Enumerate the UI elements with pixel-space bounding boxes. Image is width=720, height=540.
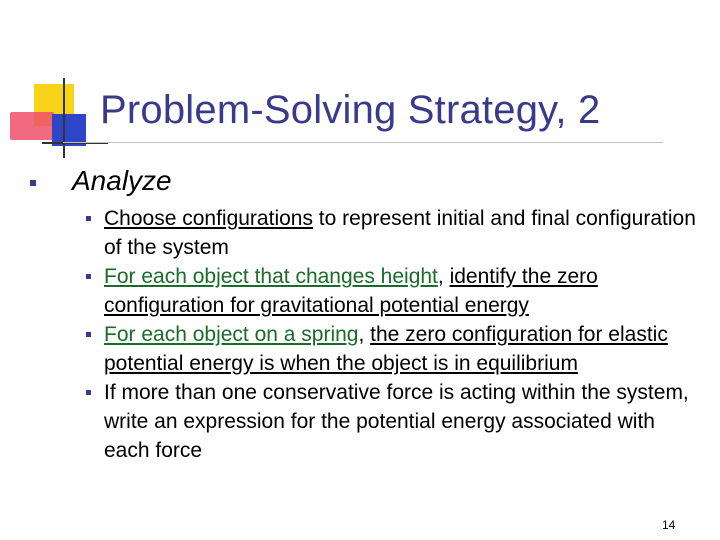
separator-text: , [437,265,450,288]
slide-title: Problem-Solving Strategy, 2 [100,88,601,132]
title-divider [63,142,663,143]
main-bullet-label: Analyze [72,165,172,196]
gravitational-zero-link[interactable]: identify the zero configuration for gravitational potential energy [104,265,598,317]
sub-bullet-text: to represent initial and final configuration of the system [104,207,696,259]
elastic-zero-link[interactable]: the zero configuration for elastic potential energy is when the object is in equilibrium [104,323,668,375]
choose-configurations-link[interactable]: Choose configurations [104,207,313,230]
logo-vertical-line [63,78,65,158]
square-bullet-icon [86,332,91,337]
sub-bullet-list [86,204,706,465]
separator-text: , [358,323,371,346]
slide-logo-decoration [0,0,110,170]
object-on-spring-link[interactable]: For each object on a spring [104,323,359,346]
square-bullet-icon [86,216,91,221]
sub-bullet-item [86,204,706,262]
sub-bullet-item [86,378,706,465]
logo-red-square [10,112,54,140]
page-number: 14 [662,518,676,532]
square-bullet-icon [86,390,91,395]
sub-bullet-text: If more than one conservative force is acting within the system, write an expression for the potential energy associated with each force [104,381,689,462]
changes-height-link[interactable]: For each object that changes height [104,265,438,288]
square-bullet-icon [86,274,91,279]
sub-bullet-item [86,262,706,320]
square-bullet-icon [30,180,36,186]
sub-bullet-item [86,320,706,378]
